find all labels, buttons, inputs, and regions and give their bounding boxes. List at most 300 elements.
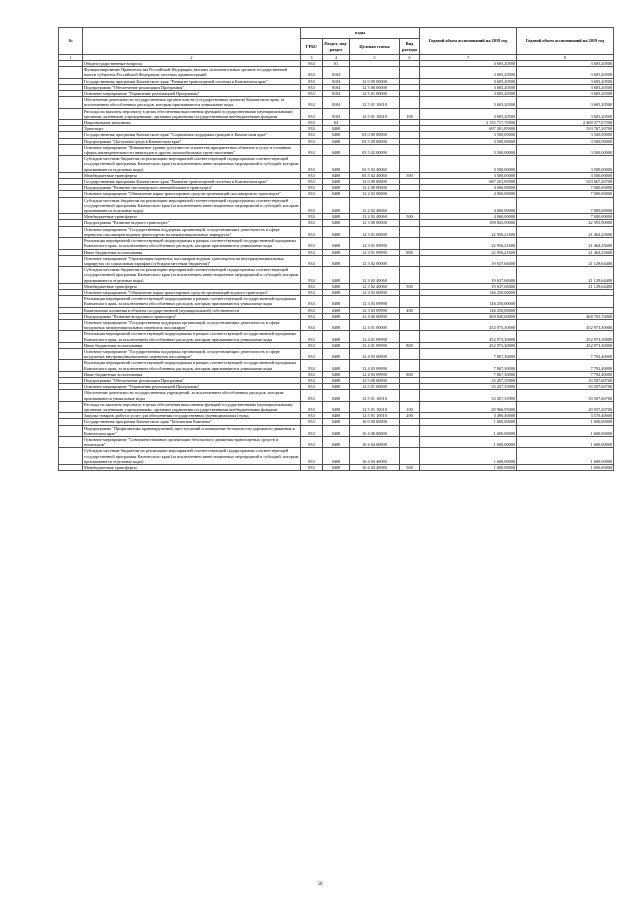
razdel-cell: 0104 <box>323 78 350 84</box>
row-name-cell: Общегосударственные вопросы <box>83 61 301 67</box>
target-article-cell: 12 5 00 00000 <box>350 84 400 90</box>
row-name-cell: Основное мероприятие "Совершенствование организации безопасного движения транспортных средств и пешеходов" <box>83 437 301 448</box>
amount-2019-cell: 7 000,00000 <box>517 191 614 197</box>
amount-2018-cell: 22 956,21600 <box>420 226 517 237</box>
amount-2019-cell: 42 593,90000 <box>517 220 614 226</box>
grbs-cell: 833 <box>301 120 323 126</box>
row-name-cell: Иные бюджетные ассигнования <box>83 249 301 255</box>
target-article-cell <box>350 67 400 78</box>
grbs-cell: 833 <box>301 289 323 295</box>
grbs-cell: 833 <box>301 249 323 255</box>
grbs-cell: 833 <box>301 384 323 390</box>
expense-type-cell: 500 <box>400 214 420 220</box>
row-name-cell: Подпрограмма "Развитие воздушного транспорта" <box>83 313 301 319</box>
grbs-cell: 833 <box>301 413 323 419</box>
amount-2018-cell: 3 605,20500 <box>420 91 517 97</box>
razdel-cell: 0408 <box>323 255 350 266</box>
amount-2018-cell: 2 155 717,76500 <box>420 120 517 126</box>
row-name-cell: Основное мероприятие "Государственная поддержка организаций, осуществляющих деятельность в сфере воздушных внутримуниципальных перевозок пассажиров" <box>83 348 301 359</box>
amount-2019-cell: 21 464,25600 <box>517 238 614 249</box>
amount-2019-cell: 3 500,00000 <box>517 132 614 138</box>
amount-2018-cell: 452 973,30000 <box>420 331 517 342</box>
target-article-cell: 12 3 01 09990 <box>350 249 400 255</box>
expense-type-cell <box>400 390 420 401</box>
target-article-cell: 12 5 00 00000 <box>350 377 400 383</box>
row-name-cell: Основное мероприятие "Обновление парка транспортных средств организаций водного транспорта" <box>83 289 301 295</box>
amount-2018-cell: 3 605,20500 <box>420 97 517 108</box>
amount-2018-cell: 19 637,68400 <box>420 283 517 289</box>
amount-2018-cell: 1 600,00000 <box>420 437 517 448</box>
expense-type-cell: 200 <box>400 413 420 419</box>
amount-2019-cell: 3 605,20500 <box>517 91 614 97</box>
target-article-cell: 12 0 00 00000 <box>350 78 400 84</box>
row-number-cell <box>59 144 83 155</box>
row-number-cell <box>59 156 83 173</box>
amount-2019-cell: 21 464,25600 <box>517 226 614 237</box>
expense-type-cell <box>400 348 420 359</box>
amount-2018-cell: 33 457,35900 <box>420 384 517 390</box>
table-row <box>59 390 614 401</box>
row-number-cell <box>59 465 83 471</box>
row-name-cell: Основное мероприятие "Государственная поддержка организаций, осуществляющих деятельность в сфере воздушных межмуниципальных перевозок пассажиров" <box>83 319 301 330</box>
page-number: 50 <box>317 882 323 887</box>
amount-2019-cell: 3 605,20500 <box>517 67 614 78</box>
table-row <box>59 360 614 371</box>
amount-2018-cell: 3 500,00000 <box>420 172 517 178</box>
amount-2018-cell: 3 605,20500 <box>420 61 517 67</box>
razdel-cell: 0408 <box>323 132 350 138</box>
target-article-cell: 12 5 01 10010 <box>350 97 400 108</box>
target-article-cell: 16 4 04 40060 <box>350 448 400 465</box>
razdel-cell: 0408 <box>323 296 350 307</box>
target-article-cell: 12 3 02 00000 <box>350 255 400 266</box>
target-article-cell: 12 0 00 00000 <box>350 179 400 185</box>
amount-2019-cell: 7 792,40000 <box>517 348 614 359</box>
razdel-cell: 0408 <box>323 156 350 173</box>
amount-2018-cell: 452 973,30000 <box>420 342 517 348</box>
target-article-cell: 12 4 01 00000 <box>350 319 400 330</box>
grbs-cell: 833 <box>301 377 323 383</box>
razdel-cell: 0408 <box>323 197 350 214</box>
row-name-cell: Межбюджетные трансферты <box>83 214 301 220</box>
header-name <box>83 28 301 55</box>
table-row <box>59 197 614 214</box>
target-article-cell: 16 4 04 00000 <box>350 437 400 448</box>
table-row <box>59 348 614 359</box>
grbs-cell: 833 <box>301 348 323 359</box>
expense-type-cell: 500 <box>400 172 420 178</box>
column-number: 7 <box>420 55 517 61</box>
row-name-cell: Подпрограмма "Развитие пассажирского автомобильного транспорта" <box>83 185 301 191</box>
amount-2019-cell: 3 500,00000 <box>517 138 614 144</box>
grbs-cell: 833 <box>301 91 323 97</box>
amount-2019-cell: 2 469 377,07500 <box>517 120 614 126</box>
razdel-cell: 0408 <box>323 360 350 371</box>
amount-2019-cell: 21 129,64400 <box>517 283 614 289</box>
amount-2019-cell: 460 765,70000 <box>517 313 614 319</box>
target-article-cell: 12 3 01 09990 <box>350 238 400 249</box>
header-year-2018: Годовой объем ассигнований на 2018 год <box>420 28 517 55</box>
row-name-cell: Государственная программа Камчатского края "Социальная поддержка граждан в Камчатском крае" <box>83 132 301 138</box>
amount-2019-cell: 33 507,60700 <box>517 384 614 390</box>
razdel-cell: 0408 <box>323 289 350 295</box>
razdel-cell: 0408 <box>323 267 350 284</box>
row-number-cell <box>59 348 83 359</box>
amount-2018-cell: 3 500,00000 <box>420 138 517 144</box>
grbs-cell: 833 <box>301 448 323 465</box>
amount-2018-cell: 1 600,00000 <box>420 419 517 425</box>
grbs-cell: 833 <box>301 267 323 284</box>
amount-2018-cell: 22 956,21600 <box>420 249 517 255</box>
razdel-cell: 0408 <box>323 342 350 348</box>
target-article-cell: 12 2 02 40060 <box>350 197 400 214</box>
razdel-cell: 0408 <box>323 249 350 255</box>
row-number-cell <box>59 331 83 342</box>
target-article-cell: 16 4 04 40060 <box>350 465 400 471</box>
table-header <box>59 28 614 61</box>
amount-2019-cell: 1 600,00000 <box>517 437 614 448</box>
target-article-cell: 12 5 01 10010 <box>350 413 400 419</box>
razdel-cell: 0408 <box>323 238 350 249</box>
amount-2018-cell: 4 060,00000 <box>420 185 517 191</box>
target-article-cell: 12 2 02 40060 <box>350 214 400 220</box>
target-article-cell: 12 3 03 09990 <box>350 296 400 307</box>
razdel-cell: 01 <box>323 61 350 67</box>
row-number-cell <box>59 360 83 371</box>
amount-2019-cell: 3 500,00000 <box>517 172 614 178</box>
expense-type-cell: 800 <box>400 249 420 255</box>
target-article-cell: 12 2 02 00000 <box>350 191 400 197</box>
razdel-cell: 0408 <box>323 191 350 197</box>
table-row <box>59 238 614 249</box>
header-codes: коды <box>301 28 420 39</box>
grbs-cell: 833 <box>301 238 323 249</box>
amount-2018-cell: 1 600,00000 <box>420 448 517 465</box>
target-article-cell: 12 4 01 09990 <box>350 342 400 348</box>
expense-type-cell <box>400 97 420 108</box>
row-name-cell: Обеспечение деятельности государственных учреждений, за исключением обособленных расходов, которым присваиваются уникальные коды <box>83 390 301 401</box>
row-name-cell: Подпрограмма "Развитие водного транспорта" <box>83 220 301 226</box>
razdel-cell: 0408 <box>323 465 350 471</box>
grbs-cell: 833 <box>301 108 323 119</box>
target-article-cell: 12 3 01 00000 <box>350 226 400 237</box>
amount-2018-cell: 3 605,20500 <box>420 78 517 84</box>
amount-2018-cell: 3 500,00000 <box>420 156 517 173</box>
expense-type-cell: 500 <box>400 283 420 289</box>
expense-type-cell <box>400 255 420 266</box>
table-row <box>59 226 614 237</box>
target-article-cell: 12 4 01 09990 <box>350 331 400 342</box>
column-number: 5 <box>350 55 400 61</box>
amount-2018-cell: 1 600,00000 <box>420 425 517 436</box>
row-name-cell: Основное мероприятие "Управление реализацией Программы" <box>83 384 301 390</box>
razdel-cell: 0408 <box>323 307 350 313</box>
amount-2019-cell: 452 973,30000 <box>517 342 614 348</box>
amount-2018-cell: 22 956,21600 <box>420 238 517 249</box>
amount-2019-cell: 3 500,00000 <box>517 156 614 173</box>
table-row <box>59 465 614 471</box>
amount-2018-cell: 4 060,00000 <box>420 191 517 197</box>
row-name-cell: Иные бюджетные ассигнования <box>83 371 301 377</box>
amount-2018-cell: 4 060,00000 <box>420 197 517 214</box>
razdel-cell: 0408 <box>323 437 350 448</box>
expense-type-cell <box>400 267 420 284</box>
table-row <box>59 437 614 448</box>
razdel-cell: 0408 <box>323 377 350 383</box>
column-number: 8 <box>517 55 614 61</box>
grbs-cell: 833 <box>301 78 323 84</box>
target-article-cell: 12 3 02 40060 <box>350 267 400 284</box>
header-number: № <box>59 28 83 55</box>
amount-2018-cell: 33 457,35900 <box>420 390 517 401</box>
expense-type-cell: 500 <box>400 465 420 471</box>
grbs-cell: 833 <box>301 342 323 348</box>
target-article-cell: 12 3 00 00000 <box>350 220 400 226</box>
grbs-cell: 833 <box>301 283 323 289</box>
expense-type-cell <box>400 437 420 448</box>
target-article-cell: 12 5 01 10010 <box>350 390 400 401</box>
amount-2019-cell: 452 973,30000 <box>517 319 614 330</box>
amount-2019-cell: 21 129,64400 <box>517 255 614 266</box>
row-name-cell: Субсидии местным бюджетам на реализацию мероприятий соответствующей подпрограммы соответствующей государственной программы Камчатского края (за исключением инвестиционных мероприятий и субсидий, которым присваиваются отдельные коды) <box>83 197 301 214</box>
row-number-cell <box>59 448 83 465</box>
table-row <box>59 331 614 342</box>
grbs-cell: 833 <box>301 220 323 226</box>
expense-type-cell <box>400 144 420 155</box>
amount-2018-cell: 452 973,30000 <box>420 319 517 330</box>
razdel-cell: 0408 <box>323 331 350 342</box>
expense-type-cell: 100 <box>400 108 420 119</box>
target-article-cell: 12 5 01 00000 <box>350 384 400 390</box>
amount-2018-cell: 146 250,00000 <box>420 296 517 307</box>
amount-2018-cell: 146 250,00000 <box>420 307 517 313</box>
row-number-cell <box>59 267 83 284</box>
grbs-cell: 833 <box>301 465 323 471</box>
grbs-cell: 833 <box>301 214 323 220</box>
target-article-cell: 12 5 01 10010 <box>350 108 400 119</box>
row-name-cell: Основное мероприятие "Повышение уровня доступности и качества приоритетных объектов и услуг в основных сферах жизнедеятельности инвалидов и других маломобильных групп населения" <box>83 144 301 155</box>
table-row <box>59 144 614 155</box>
row-name-cell: Обеспечение деятельности государственных органов власти (государственных органов) Камчатского края, за исключением обособленных расходов, которым присваиваются уникальные коды <box>83 97 301 108</box>
expense-type-cell <box>400 197 420 214</box>
razdel-cell: 0408 <box>323 319 350 330</box>
row-name-cell: Основное мероприятие "Обновление парка транспортных средств организаций пассажирского транспорта" <box>83 191 301 197</box>
table-row <box>59 267 614 284</box>
expense-type-cell <box>400 425 420 436</box>
table-row <box>59 67 614 78</box>
row-number-cell <box>59 255 83 266</box>
razdel-cell: 0408 <box>323 220 350 226</box>
razdel-cell: 0408 <box>323 126 350 132</box>
grbs-cell: 833 <box>301 255 323 266</box>
target-article-cell: 12 4 03 09990 <box>350 360 400 371</box>
row-number-cell <box>59 437 83 448</box>
row-name-cell: Субсидии местным бюджетам на реализацию мероприятий соответствующей подпрограммы соответствующей государственной программы Камчатского края (за исключением инвестиционных мероприятий и субсидий, которым присваиваются отдельные коды) <box>83 267 301 284</box>
razdel-cell: 0408 <box>323 185 350 191</box>
amount-2019-cell: 7 792,40000 <box>517 371 614 377</box>
row-name-cell: Подпрограмма "Доступная среда в Камчатском крае" <box>83 138 301 144</box>
table-row <box>59 401 614 412</box>
expense-type-cell <box>400 331 420 342</box>
grbs-cell: 833 <box>301 84 323 90</box>
amount-2019-cell: 29 937,20700 <box>517 401 614 412</box>
target-article-cell: 12 3 02 40060 <box>350 283 400 289</box>
grbs-cell: 833 <box>301 185 323 191</box>
row-number-cell <box>59 97 83 108</box>
amount-2018-cell: 7 867,30000 <box>420 348 517 359</box>
target-article-cell: 03 5 02 40060 <box>350 156 400 173</box>
row-name-cell: Функционирование Правительства Российской Федерации, высших исполнительных органов государственной власти субъектов Российской Федерации, местных администраций <box>83 67 301 78</box>
row-name-cell: Государственная программа Камчатского края "Развитие транспортной системы в Камчатском крае" <box>83 78 301 84</box>
header-year-2019: Годовой объем ассигнований на 2019 год <box>517 28 614 55</box>
row-name-cell: Расходы на выплаты персоналу в целях обеспечения выполнения функций государственными (муниципальными) органами, казенными учреждениями, органами управления государственными внебюджетными фондами <box>83 401 301 412</box>
amount-2019-cell: 553 767,20700 <box>517 126 614 132</box>
grbs-cell: 833 <box>301 226 323 237</box>
column-number: 2 <box>83 55 301 61</box>
razdel-cell: 0408 <box>323 413 350 419</box>
row-number-cell <box>59 226 83 237</box>
row-name-cell: Субсидии местным бюджетам на реализацию мероприятий соответствующей подпрограммы соответствующей государственной программы Камчатского края (за исключением инвестиционных мероприятий и субсидий, которым присваиваются отдельные коды) <box>83 448 301 465</box>
amount-2018-cell: 19 637,68400 <box>420 255 517 266</box>
amount-2019-cell: 1 600,00000 <box>517 419 614 425</box>
amount-2018-cell: 687 201,85900 <box>420 179 517 185</box>
razdel-cell: 0408 <box>323 425 350 436</box>
expense-type-cell <box>400 360 420 371</box>
grbs-cell: 833 <box>301 425 323 436</box>
amount-2019-cell: 3 570,40000 <box>517 413 614 419</box>
target-article-cell: 12 2 00 00000 <box>350 185 400 191</box>
amount-2018-cell: 188 843,90000 <box>420 220 517 226</box>
amount-2018-cell: 146 250,00000 <box>420 289 517 295</box>
row-number-cell <box>59 296 83 307</box>
amount-2018-cell: 3 605,20500 <box>420 84 517 90</box>
row-name-cell: Государственная программа Камчатского края "Безопасная Камчатка" <box>83 419 301 425</box>
target-article-cell: 12 4 03 09990 <box>350 371 400 377</box>
razdel-cell: 0408 <box>323 419 350 425</box>
row-name-cell: Реализация мероприятий соответствующей подпрограммы в рамках соответствующей государственной программы Камчатского края, за исключением обособленных расходов, которым присваиваются уникальные коды <box>83 331 301 342</box>
grbs-cell: 833 <box>301 360 323 371</box>
grbs-cell: 833 <box>301 144 323 155</box>
amount-2018-cell: 4 060,00000 <box>420 214 517 220</box>
grbs-cell: 833 <box>301 331 323 342</box>
razdel-cell: 0104 <box>323 91 350 97</box>
row-name-cell: Государственная программа Камчатского края "Развитие транспортной системы в Камчатском крае" <box>83 179 301 185</box>
table-row <box>59 425 614 436</box>
grbs-cell: 833 <box>301 313 323 319</box>
amount-2019-cell: 543 667,20700 <box>517 179 614 185</box>
row-name-cell: Капитальные вложения в объекты государственной (муниципальной) собственности <box>83 307 301 313</box>
expense-type-cell <box>400 448 420 465</box>
amount-2018-cell: 3 605,20500 <box>420 108 517 119</box>
column-number: 1 <box>59 55 83 61</box>
grbs-cell: 833 <box>301 172 323 178</box>
grbs-cell: 833 <box>301 319 323 330</box>
row-number-cell <box>59 425 83 436</box>
amount-2019-cell: 7 000,00000 <box>517 197 614 214</box>
expense-type-cell <box>400 319 420 330</box>
grbs-cell: 833 <box>301 132 323 138</box>
razdel-cell: 0408 <box>323 390 350 401</box>
razdel-cell: 0408 <box>323 179 350 185</box>
amount-2019-cell: 1 600,00000 <box>517 465 614 471</box>
razdel-cell: 0104 <box>323 67 350 78</box>
budget-table <box>58 27 614 471</box>
amount-2018-cell: 7 867,30000 <box>420 360 517 371</box>
row-name-cell: Подпрограмма "Профилактика правонарушений, преступлений и повышение безопасности дорожного движения в Камчатском крае" <box>83 425 301 436</box>
grbs-cell: 833 <box>301 138 323 144</box>
row-name-cell: Субсидии местным бюджетам на реализацию мероприятий соответствующей подпрограммы соответствующей государственной программы Камчатского края (за исключением инвестиционных мероприятий и субсидий, которым присваиваются отдельные коды) <box>83 156 301 173</box>
amount-2018-cell: 7 867,30000 <box>420 371 517 377</box>
row-name-cell: Подпрограмма "Обеспечение реализации Программы" <box>83 377 301 383</box>
header-expense-type: Вид расхода <box>400 39 420 55</box>
amount-2018-cell: 460 840,60000 <box>420 313 517 319</box>
grbs-cell: 833 <box>301 191 323 197</box>
grbs-cell: 833 <box>301 126 323 132</box>
header-target-article: Целевая статья <box>350 39 400 55</box>
row-name-cell: Основное мероприятие "Управление реализацией Программы" <box>83 91 301 97</box>
razdel-cell: 0408 <box>323 214 350 220</box>
target-article-cell: 12 4 03 00000 <box>350 348 400 359</box>
row-name-cell: Иные бюджетные ассигнования <box>83 342 301 348</box>
amount-2018-cell: 3 500,00000 <box>420 132 517 138</box>
row-name-cell: Межбюджетные трансферты <box>83 465 301 471</box>
row-number-cell <box>59 67 83 78</box>
amount-2019-cell: 7 000,00000 <box>517 214 614 220</box>
amount-2019-cell: 21 464,25600 <box>517 249 614 255</box>
amount-2018-cell: 29 966,95900 <box>420 401 517 412</box>
row-number-cell <box>59 197 83 214</box>
amount-2019-cell: 21 129,64400 <box>517 267 614 284</box>
column-number: 6 <box>400 55 420 61</box>
row-name-cell: Закупка товаров, работ и услуг для обеспечения государственных (муниципальных) нужд <box>83 413 301 419</box>
expense-type-cell <box>400 238 420 249</box>
grbs-cell: 833 <box>301 197 323 214</box>
target-article-cell: 03 5 02 00000 <box>350 144 400 155</box>
razdel-cell: 0408 <box>323 226 350 237</box>
target-article-cell: 12 4 00 00000 <box>350 313 400 319</box>
row-name-cell: Расходы на выплаты персоналу в целях обеспечения выполнения функций государственными (муниципальными) органами, казенными учреждениями, органами управления государственными внебюджетными фондами <box>83 108 301 119</box>
razdel-cell: 04 <box>323 120 350 126</box>
amount-2019-cell: 452 973,30000 <box>517 331 614 342</box>
amount-2019-cell: 3 605,20500 <box>517 84 614 90</box>
grbs-cell: 833 <box>301 296 323 307</box>
column-number: 3 <box>301 55 323 61</box>
amount-2019-cell: 7 792,40000 <box>517 360 614 371</box>
row-name-cell: Основное мероприятие "Организация перевозок пассажиров водным транспортом на внутримуниципальных маршрутах по социальным тарифам (субсидии местным бюджетам)" <box>83 255 301 266</box>
amount-2019-cell: 3 500,00000 <box>517 144 614 155</box>
row-name-cell: Межбюджетные трансферты <box>83 172 301 178</box>
grbs-cell: 833 <box>301 156 323 173</box>
row-name-cell: Транспорт <box>83 126 301 132</box>
target-article-cell: 12 5 01 10010 <box>350 401 400 412</box>
table-row <box>59 156 614 173</box>
amount-2019-cell: 3 605,20500 <box>517 78 614 84</box>
expense-type-cell <box>400 226 420 237</box>
table-row <box>59 108 614 119</box>
amount-2019-cell: 33 507,60700 <box>517 390 614 401</box>
expense-type-cell <box>400 67 420 78</box>
amount-2019-cell: 1 600,00000 <box>517 425 614 436</box>
target-article-cell: 16 0 00 00000 <box>350 419 400 425</box>
expense-type-cell <box>400 156 420 173</box>
amount-2019-cell: 33 507,60700 <box>517 377 614 383</box>
expense-type-cell <box>400 296 420 307</box>
table-row <box>59 97 614 108</box>
row-name-cell: Национальная экономика <box>83 120 301 126</box>
target-article-cell: 12 3 03 00000 <box>350 289 400 295</box>
row-name-cell: Реализация мероприятий соответствующей подпрограммы в рамках соответствующей государственной программы Камчатского края, за исключением обособленных расходов, которым присваиваются уникальные коды <box>83 296 301 307</box>
razdel-cell: 0408 <box>323 448 350 465</box>
